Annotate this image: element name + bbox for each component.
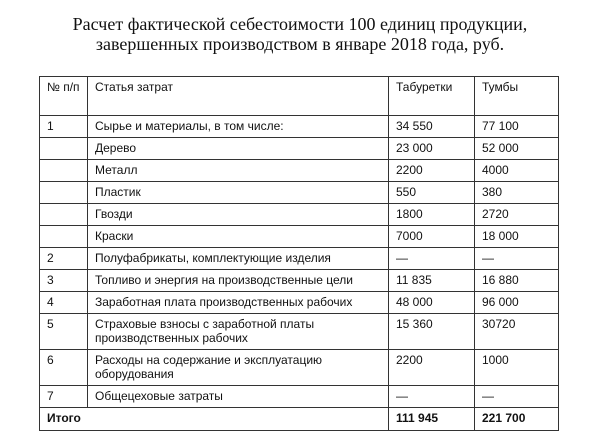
row-item: Сырье и материалы, в том числе: bbox=[88, 116, 389, 138]
table-row bbox=[40, 160, 559, 182]
table-row bbox=[40, 182, 559, 204]
row-item: Страховые взносы с заработной платы производственных рабочих bbox=[88, 314, 389, 350]
row-number bbox=[40, 182, 88, 204]
cost-table bbox=[39, 76, 559, 431]
row-value-stools: 34 550 bbox=[389, 116, 475, 138]
row-number bbox=[40, 204, 88, 226]
row-number: 4 bbox=[40, 292, 88, 314]
total-stools: 111 945 bbox=[389, 408, 475, 431]
row-number: 7 bbox=[40, 386, 88, 408]
row-number: 1 bbox=[40, 116, 88, 138]
total-cabinets: 221 700 bbox=[475, 408, 559, 431]
row-value-stools: 15 360 bbox=[389, 314, 475, 350]
total-row bbox=[40, 408, 559, 431]
row-value-cabinets: 77 100 bbox=[475, 116, 559, 138]
row-item: Заработная плата производственных рабочих bbox=[88, 292, 389, 314]
row-number: 2 bbox=[40, 248, 88, 270]
row-item: Топливо и энергия на производственные цели bbox=[88, 270, 389, 292]
row-number: 3 bbox=[40, 270, 88, 292]
row-item: Полуфабрикаты, комплектующие изделия bbox=[88, 248, 389, 270]
row-value-stools: 550 bbox=[389, 182, 475, 204]
row-item: Дерево bbox=[88, 138, 389, 160]
row-item: Краски bbox=[88, 226, 389, 248]
row-value-cabinets: 1000 bbox=[475, 350, 559, 386]
header-number: № п/п bbox=[40, 77, 88, 116]
row-item: Гвозди bbox=[88, 204, 389, 226]
row-value-cabinets: 96 000 bbox=[475, 292, 559, 314]
row-number bbox=[40, 138, 88, 160]
row-item: Расходы на содержание и эксплуатацию оборудования bbox=[88, 350, 389, 386]
title-line-2: завершенных производством в январе 2018 года, руб. bbox=[95, 34, 505, 54]
table-row bbox=[40, 314, 559, 350]
row-number: 5 bbox=[40, 314, 88, 350]
row-number bbox=[40, 160, 88, 182]
table-row bbox=[40, 350, 559, 386]
row-value-stools: 2200 bbox=[389, 160, 475, 182]
row-value-cabinets: 16 880 bbox=[475, 270, 559, 292]
row-item: Пластик bbox=[88, 182, 389, 204]
table-row bbox=[40, 204, 559, 226]
row-value-stools: 7000 bbox=[389, 226, 475, 248]
table-row bbox=[40, 270, 559, 292]
row-number: 6 bbox=[40, 350, 88, 386]
table-row bbox=[40, 138, 559, 160]
table-row bbox=[40, 226, 559, 248]
row-value-stools: 1800 bbox=[389, 204, 475, 226]
row-value-cabinets: — bbox=[475, 386, 559, 408]
row-value-cabinets: 380 bbox=[475, 182, 559, 204]
title-line-1: Расчет фактической себестоимости 100 единиц продукции, bbox=[72, 14, 528, 34]
row-value-stools: 23 000 bbox=[389, 138, 475, 160]
table-header-row bbox=[40, 77, 559, 116]
document-title bbox=[0, 14, 600, 54]
row-value-cabinets: 52 000 bbox=[475, 138, 559, 160]
row-item: Общецеховые затраты bbox=[88, 386, 389, 408]
header-stools: Табуретки bbox=[389, 77, 475, 116]
table-row bbox=[40, 248, 559, 270]
row-value-cabinets: — bbox=[475, 248, 559, 270]
table-row bbox=[40, 386, 559, 408]
header-cost-item: Статья затрат bbox=[88, 77, 389, 116]
row-item: Металл bbox=[88, 160, 389, 182]
header-cabinets: Тумбы bbox=[475, 77, 559, 116]
row-value-cabinets: 18 000 bbox=[475, 226, 559, 248]
row-value-stools: 11 835 bbox=[389, 270, 475, 292]
row-value-cabinets: 2720 bbox=[475, 204, 559, 226]
row-value-stools: — bbox=[389, 248, 475, 270]
row-value-stools: 48 000 bbox=[389, 292, 475, 314]
row-value-stools: — bbox=[389, 386, 475, 408]
row-value-cabinets: 4000 bbox=[475, 160, 559, 182]
table-row bbox=[40, 292, 559, 314]
total-label: Итого bbox=[40, 408, 389, 431]
table-row bbox=[40, 116, 559, 138]
row-value-stools: 2200 bbox=[389, 350, 475, 386]
row-number bbox=[40, 226, 88, 248]
row-value-cabinets: 30720 bbox=[475, 314, 559, 350]
